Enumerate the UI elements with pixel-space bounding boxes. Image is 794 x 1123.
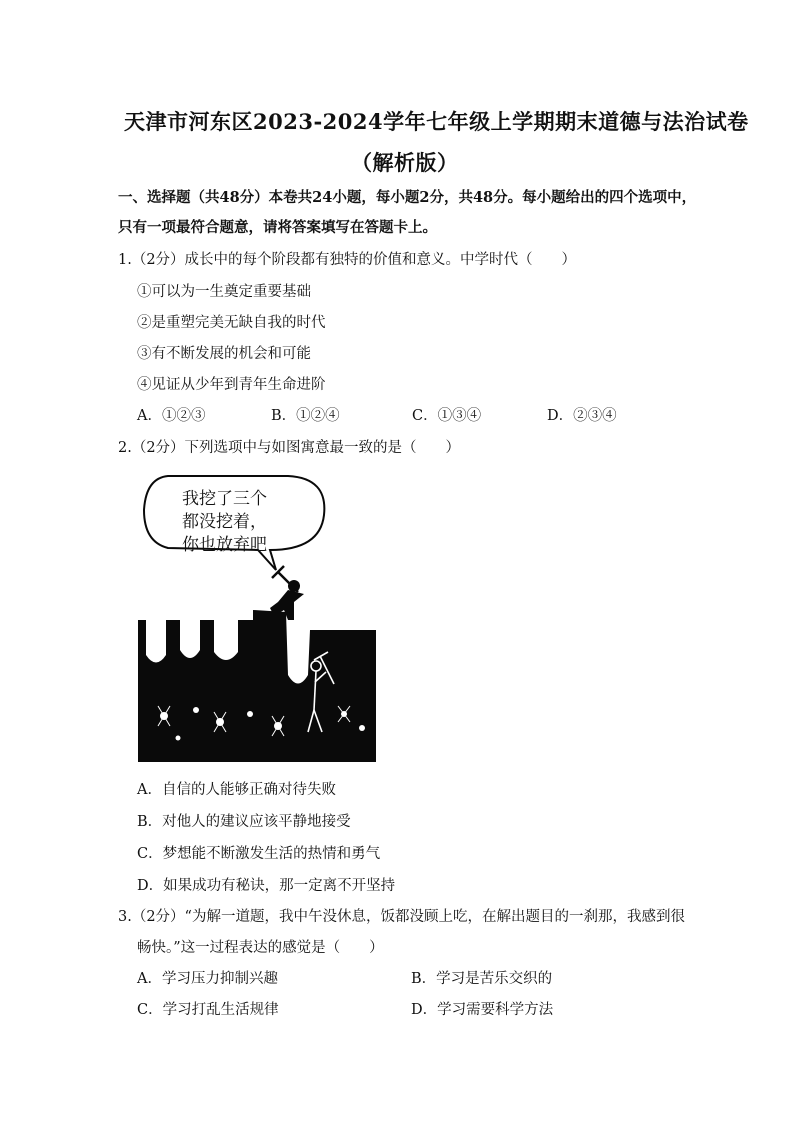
question-2-stem: 2.（2分）下列选项中与如图寓意最一致的是（ ） bbox=[118, 440, 461, 456]
question-1-stem: 1.（2分）成长中的每个阶段都有独特的价值和意义。中学时代（ ） bbox=[118, 252, 577, 268]
section-header-line1: 一、选择题（共48分）本卷共24小题，每小题2分，共48分。每小题给出的四个选项中， bbox=[118, 189, 697, 206]
question-3-option-c[interactable]: C．学习打乱生活规律 bbox=[137, 1002, 279, 1018]
question-1-item: ①可以为一生奠定重要基础 bbox=[137, 284, 311, 300]
question-1-item: ④见证从少年到青年生命进阶 bbox=[137, 377, 326, 393]
speech-bubble-line: 都没挖着， bbox=[182, 512, 267, 532]
speech-bubble-line: 你也放弃吧 bbox=[182, 535, 267, 555]
cartoon-illustration bbox=[138, 470, 376, 762]
speech-bubble-line: 我挖了三个 bbox=[182, 489, 267, 509]
question-3-stem-line1: 3.（2分）“为解一道题，我中午没休息，饭都没顾上吃，在解出题目的一刹那，我感到很 bbox=[118, 909, 685, 925]
question-1-option-b[interactable]: B．①②④ bbox=[271, 408, 340, 424]
question-3-option-d[interactable]: D．学习需要科学方法 bbox=[411, 1002, 554, 1018]
page-title: 天津市河东区2023-2024学年七年级上学期期末道德与法治试卷 bbox=[124, 109, 749, 134]
question-1-option-d[interactable]: D．②③④ bbox=[547, 408, 617, 424]
cliff-silhouette bbox=[138, 610, 376, 762]
question-1-item: ③有不断发展的机会和可能 bbox=[137, 346, 311, 362]
question-1-item: ②是重塑完美无缺自我的时代 bbox=[137, 315, 326, 331]
question-2-option-b[interactable]: B．对他人的建议应该平静地接受 bbox=[137, 814, 351, 830]
question-2-option-a[interactable]: A．自信的人能够正确对待失败 bbox=[137, 782, 336, 798]
question-1-option-a[interactable]: A．①②③ bbox=[137, 408, 206, 424]
page-subtitle: （解析版） bbox=[351, 150, 459, 175]
question-3-stem-line2: 畅快。”这一过程表达的感觉是（ ） bbox=[137, 940, 384, 956]
question-1-option-c[interactable]: C．①③④ bbox=[412, 408, 482, 424]
question-3-option-b[interactable]: B．学习是苦乐交织的 bbox=[411, 971, 553, 987]
question-2-option-d[interactable]: D．如果成功有秘诀，那一定离不开坚持 bbox=[137, 878, 396, 894]
question-3-option-a[interactable]: A．学习压力抑制兴趣 bbox=[137, 971, 278, 987]
question-2-option-c[interactable]: C．梦想能不断激发生活的热情和勇气 bbox=[137, 846, 381, 862]
digger-top-figure bbox=[270, 566, 304, 620]
section-header-line2: 只有一项最符合题意，请将答案填写在答题卡上。 bbox=[118, 219, 437, 236]
